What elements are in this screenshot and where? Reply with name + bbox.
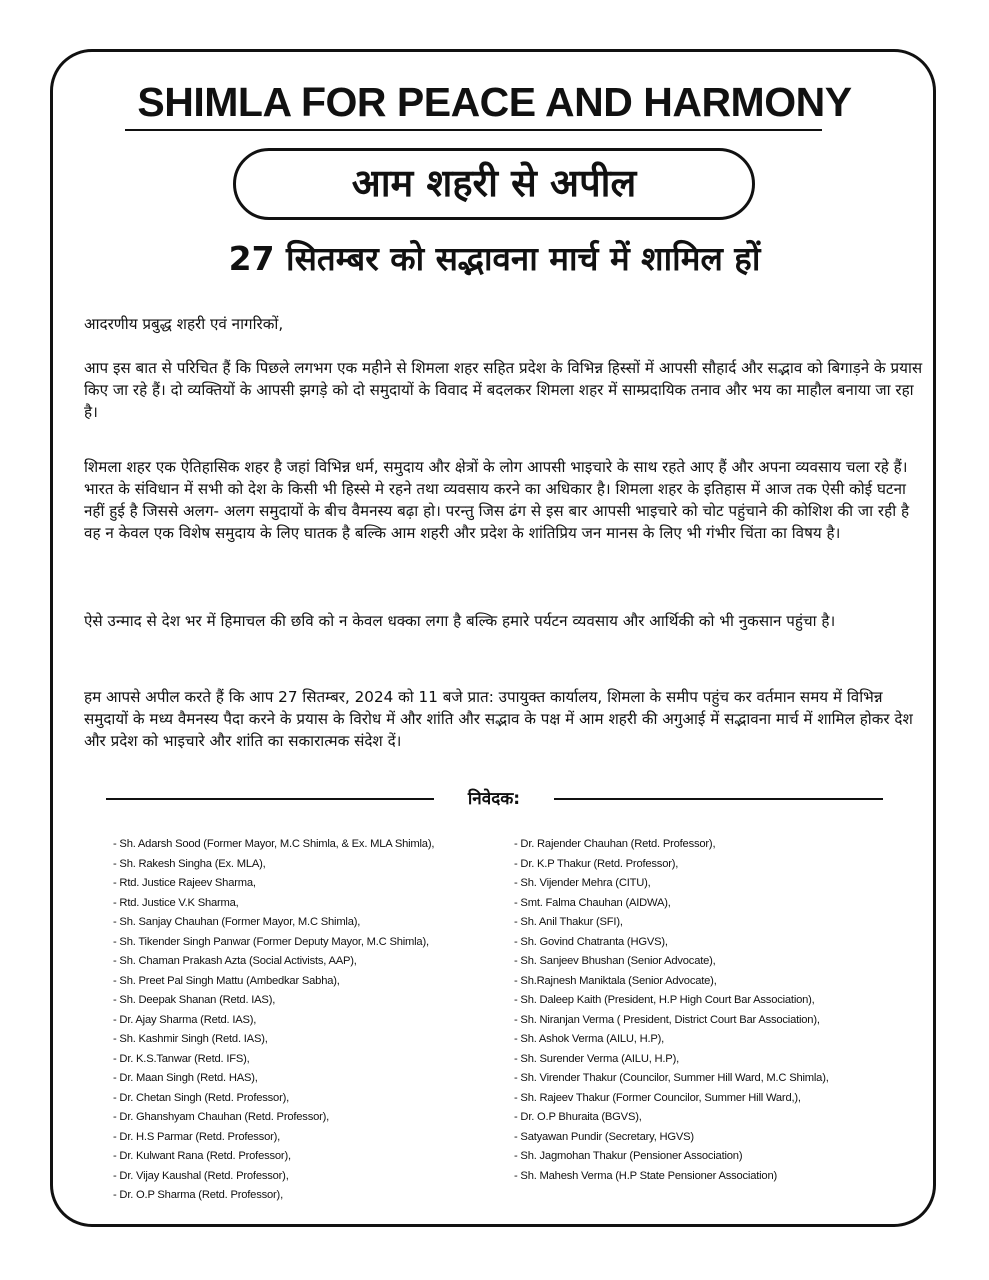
- signatory-item: - Sh. Niranjan Verma ( President, District Court Bar Association),: [514, 1013, 820, 1026]
- signatory-item: - Dr. Kulwant Rana (Retd. Professor),: [113, 1150, 291, 1162]
- signatory-item: - Sh. Sanjay Chauhan (Former Mayor, M.C Shimla),: [113, 916, 361, 928]
- signatory-item: - Dr. Chetan Singh (Retd. Professor),: [113, 1091, 290, 1104]
- paragraph-1: आप इस बात से परिचित हैं कि पिछले लगभग एक महीने से शिमला शहर सहित प्रदेश के विभिन्न हिस्सों में आपसी सौहार्द और सद्भाव को बिगाड़ने के प्रयास किए जा रहे हैं। दो व्यक्तियों के आपसी झगड़े को दो समुदायों के विवाद में बदलकर शिमला शहर में साम्प्रदायिक तनाव और भय का माहौल बनाया जा रहा है।: [84, 359, 923, 421]
- divider-line-right: [554, 798, 883, 800]
- signatory-item: - Sh. Tikender Singh Panwar (Former Deputy Mayor, M.C Shimla),: [113, 935, 429, 948]
- signatory-item: - Dr. Ajay Sharma (Retd. IAS),: [113, 1013, 257, 1026]
- signatories-divider: [106, 787, 883, 811]
- signatory-item: - Sh. Jagmohan Thakur (Pensioner Association): [514, 1150, 743, 1162]
- signatory-item: - Rtd. Justice Rajeev Sharma,: [113, 877, 256, 889]
- signatory-item: - Dr. H.S Parmar (Retd. Professor),: [113, 1130, 281, 1143]
- signatory-item: - Dr. Vijay Kaushal (Retd. Professor),: [113, 1169, 289, 1182]
- signatory-item: - Sh. Govind Chatranta (HGVS),: [514, 935, 668, 948]
- signatory-item: - Sh. Kashmir Singh (Retd. IAS),: [113, 1033, 268, 1045]
- signatory-item: - Sh.Rajnesh Maniktala (Senior Advocate),: [514, 974, 717, 987]
- signatory-item: - Sh. Rakesh Singha (Ex. MLA),: [113, 857, 266, 870]
- signatory-item: - Dr. O.P Bhuraita (BGVS),: [514, 1111, 642, 1123]
- divider-line-left: [106, 798, 434, 800]
- title-underline: [125, 129, 822, 131]
- signatory-item: - Sh. Vijender Mehra (CITU),: [514, 877, 651, 889]
- signatory-item: - Dr. K.P Thakur (Retd. Professor),: [514, 857, 679, 870]
- paragraph-4: हम आपसे अपील करते हैं कि आप 27 सितम्बर, 2024 को 11 बजे प्रात: उपायुक्त कार्यालय, शिमला के समीप पहुंच कर वर्तमान समय में विभिन्न समुदायों के मध्य वैमनस्य पैदा करने के प्रयास के विरोध में और शांति और सद्भाव के पक्ष में आम शहरी की अगुआई में सद्भावना मार्च में शामिल होकर देश और प्रदेश को भाइचारे और शांति का सकारात्मक संदेश दें।: [84, 688, 913, 750]
- paragraph-2: शिमला शहर एक ऐतिहासिक शहर है जहां विभिन्न धर्म, समुदाय और क्षेत्रों के लोग आपसी भाइचारे के साथ रहते आए हैं और अपना व्यवसाय चला रहे हैं। भारत के संविधान में सभी को देश के किसी भी हिस्से मे रहने तथा व्यवसाय करने का अधिकार है। शिमला शहर के इतिहास में आज तक ऐसी कोई घटना नहीं हुई है जिससे अलग- अलग समुदायों के बीच वैमनस्य बढ़ा हो। परन्तु जिस ढंग से इस बार आपसी भाइचारे को चोट पहुंचाने की कोशिश की जा रही है वह न केवल एक विशेष समुदाय के लिए घातक है बल्कि आम शहरी और प्रदेश के शांतिप्रिय जन मानस के लिए भी गंभीर चिंता का विषय है।: [84, 458, 910, 542]
- signatories-label: निवेदक:: [467, 789, 521, 809]
- signatories-right-column: [514, 835, 914, 1186]
- signatory-item: - Sh. Daleep Kaith (President, H.P High Court Bar Association),: [514, 994, 815, 1006]
- page-title: SHIMLA FOR PEACE AND HARMONY: [137, 79, 852, 125]
- signatory-item: - Sh. Mahesh Verma (H.P State Pensioner Association): [514, 1169, 777, 1182]
- signatory-item: - Sh. Surender Verma (AILU, H.P),: [514, 1052, 680, 1065]
- signatory-item: - Sh. Sanjeev Bhushan (Senior Advocate),: [514, 955, 716, 967]
- signatory-item: - Sh. Anil Thakur (SFI),: [514, 916, 623, 928]
- signatory-item: - Dr. Ghanshyam Chauhan (Retd. Professor),: [113, 1111, 330, 1123]
- signatory-item: - Sh. Preet Pal Singh Mattu (Ambedkar Sabha),: [113, 974, 340, 987]
- signatory-item: - Smt. Falma Chauhan (AIDWA),: [514, 896, 671, 909]
- signatories-left-column: [113, 835, 508, 1206]
- appeal-banner: [233, 148, 755, 220]
- signatory-item: - Sh. Deepak Shanan (Retd. IAS),: [113, 994, 276, 1006]
- signatory-item: - Dr. Maan Singh (Retd. HAS),: [113, 1072, 258, 1084]
- signatory-item: - Satyawan Pundir (Secretary, HGVS): [514, 1130, 694, 1143]
- signatory-item: - Sh. Virender Thakur (Councilor, Summer Hill Ward, M.C Shimla),: [514, 1072, 829, 1084]
- signatory-item: - Sh. Adarsh Sood (Former Mayor, M.C Shimla, & Ex. MLA Shimla),: [113, 838, 435, 850]
- signatory-item: - Sh. Ashok Verma (AILU, H.P),: [514, 1033, 665, 1045]
- signatory-item: - Dr. Rajender Chauhan (Retd. Professor),: [514, 838, 716, 850]
- salutation: आदरणीय प्रबुद्ध शहरी एवं नागरिकों,: [84, 315, 284, 333]
- signatory-item: - Dr. K.S.Tanwar (Retd. IFS),: [113, 1052, 250, 1065]
- march-headline: 27 सितम्बर को सद्भावना मार्च में शामिल हों: [228, 239, 761, 278]
- signatory-item: - Dr. O.P Sharma (Retd. Professor),: [113, 1189, 283, 1201]
- banner-text: आम शहरी से अपील: [351, 160, 637, 205]
- paragraph-3: ऐसे उन्माद से देश भर में हिमाचल की छवि को न केवल धक्का लगा है बल्कि हमारे पर्यटन व्यवसाय और आर्थिकी को भी नुकसान पहुंचा है।: [84, 612, 836, 630]
- signatory-item: - Sh. Chaman Prakash Azta (Social Activists, AAP),: [113, 955, 357, 967]
- signatory-item: - Rtd. Justice V.K Sharma,: [113, 896, 239, 909]
- signatory-item: - Sh. Rajeev Thakur (Former Councilor, Summer Hill Ward,),: [514, 1091, 801, 1104]
